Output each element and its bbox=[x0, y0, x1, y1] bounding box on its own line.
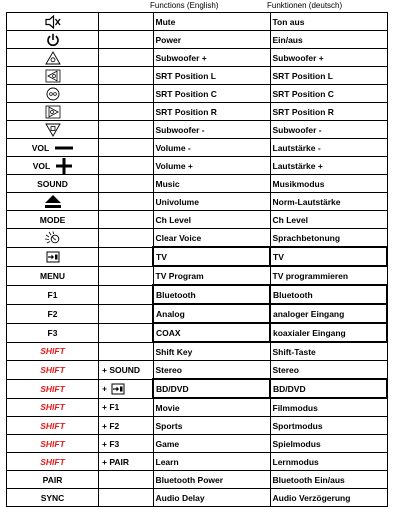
speaker-mute-icon bbox=[45, 15, 61, 29]
modifier-cell bbox=[99, 175, 154, 193]
key-label bbox=[40, 211, 66, 228]
key-label bbox=[45, 67, 61, 84]
key-label bbox=[48, 324, 58, 341]
key-cell bbox=[7, 157, 99, 175]
table-row bbox=[7, 157, 388, 175]
table-row bbox=[7, 67, 388, 85]
function-english: COAX bbox=[153, 323, 270, 342]
function-english: Univolume bbox=[153, 193, 270, 211]
function-german: Sportmodus bbox=[270, 417, 387, 435]
modifier-cell bbox=[99, 13, 154, 31]
key-text: F1 bbox=[47, 289, 58, 300]
key-label bbox=[44, 229, 62, 246]
key-label bbox=[45, 121, 61, 138]
function-german: Subwoofer + bbox=[270, 49, 387, 67]
function-english: Stereo bbox=[153, 361, 270, 380]
table-row bbox=[7, 379, 388, 398]
modifier-cell bbox=[99, 453, 154, 471]
clear-voice-icon bbox=[44, 231, 62, 245]
key-label bbox=[40, 343, 65, 360]
function-german: Ch Level bbox=[270, 211, 387, 229]
function-english: SRT Position L bbox=[153, 67, 270, 85]
key-label bbox=[46, 248, 60, 265]
key-cell bbox=[7, 489, 99, 507]
function-german: TV programmieren bbox=[270, 266, 387, 285]
modifier-cell bbox=[99, 85, 154, 103]
function-english: Shift Key bbox=[153, 342, 270, 361]
key-cell bbox=[7, 285, 99, 304]
key-text: SHIFT bbox=[40, 383, 65, 394]
key-cell bbox=[7, 361, 99, 380]
function-english: Movie bbox=[153, 398, 270, 417]
function-german: SRT Position L bbox=[270, 67, 387, 85]
key-label bbox=[40, 435, 65, 452]
key-label bbox=[32, 139, 73, 156]
circle-dots-icon bbox=[45, 87, 61, 101]
key-label bbox=[40, 380, 65, 397]
modifier-cell bbox=[99, 379, 154, 398]
table-row bbox=[7, 453, 388, 471]
modifier-cell bbox=[99, 342, 154, 361]
table-row bbox=[7, 285, 388, 304]
key-cell bbox=[7, 85, 99, 103]
table-row bbox=[7, 139, 388, 157]
table-row bbox=[7, 211, 388, 229]
key-text: SHIFT bbox=[40, 364, 65, 375]
function-german: Audio Verzögerung bbox=[270, 489, 387, 507]
table-row bbox=[7, 361, 388, 380]
key-label bbox=[46, 31, 60, 48]
key-label bbox=[41, 489, 65, 506]
modifier-text: + SOUND bbox=[102, 364, 141, 375]
modifier-cell bbox=[99, 304, 154, 323]
input-icon bbox=[111, 383, 125, 395]
function-german: Filmmodus bbox=[270, 398, 387, 417]
key-cell bbox=[7, 453, 99, 471]
modifier-text: + F3 bbox=[102, 438, 120, 449]
key-label bbox=[40, 267, 65, 284]
function-english: Bluetooth Power bbox=[153, 471, 270, 489]
table-row bbox=[7, 489, 388, 507]
key-text: SHIFT bbox=[40, 438, 65, 449]
modifier-cell bbox=[99, 211, 154, 229]
function-german: Sprachbetonung bbox=[270, 229, 387, 248]
function-german: Subwoofer - bbox=[270, 121, 387, 139]
modifier-cell bbox=[99, 247, 154, 266]
key-cell bbox=[7, 398, 99, 417]
key-text: F3 bbox=[47, 327, 58, 338]
key-cell bbox=[7, 435, 99, 453]
modifier-cell bbox=[99, 489, 154, 507]
key-cell bbox=[7, 379, 99, 398]
function-english: Volume - bbox=[153, 139, 270, 157]
modifier-cell bbox=[99, 435, 154, 453]
modifier-cell bbox=[99, 361, 154, 380]
function-german: BD/DVD bbox=[270, 379, 387, 398]
key-cell bbox=[7, 342, 99, 361]
function-german: SRT Position C bbox=[270, 85, 387, 103]
function-german: Musikmodus bbox=[270, 175, 387, 193]
modifier-text: + bbox=[102, 382, 107, 393]
function-english: SRT Position R bbox=[153, 103, 270, 121]
triangle-down-square-icon bbox=[45, 123, 61, 137]
key-text: MODE bbox=[39, 214, 66, 225]
modifier-cell bbox=[99, 417, 154, 435]
triangle-left-dot-icon bbox=[45, 69, 61, 83]
table-row bbox=[7, 49, 388, 67]
modifier-text: + PAIR bbox=[102, 456, 130, 467]
key-text: SHIFT bbox=[40, 420, 65, 431]
table-row bbox=[7, 31, 388, 49]
function-german: koaxialer Eingang bbox=[270, 323, 387, 342]
key-label bbox=[40, 417, 65, 434]
function-english: Sports bbox=[153, 417, 270, 435]
table-row bbox=[7, 323, 388, 342]
key-text: MENU bbox=[39, 270, 66, 281]
function-english: Subwoofer - bbox=[153, 121, 270, 139]
table-row bbox=[7, 85, 388, 103]
table-row bbox=[7, 13, 388, 31]
function-german: Lautstärke - bbox=[270, 139, 387, 157]
function-german: Ton aus bbox=[270, 13, 387, 31]
table-row bbox=[7, 435, 388, 453]
input-icon bbox=[46, 251, 60, 263]
modifier-cell bbox=[99, 139, 154, 157]
modifier-cell bbox=[99, 49, 154, 67]
table-row bbox=[7, 417, 388, 435]
modifier-cell bbox=[99, 323, 154, 342]
minus-icon bbox=[55, 144, 73, 152]
function-english: Volume + bbox=[153, 157, 270, 175]
key-cell bbox=[7, 211, 99, 229]
key-label bbox=[45, 103, 61, 120]
function-german: SRT Position R bbox=[270, 103, 387, 121]
key-cell bbox=[7, 193, 99, 211]
function-german: Spielmodus bbox=[270, 435, 387, 453]
key-text: SYNC bbox=[40, 492, 65, 503]
modifier-cell bbox=[99, 285, 154, 304]
function-english: TV Program bbox=[153, 266, 270, 285]
table-row bbox=[7, 247, 388, 266]
function-german: Lautstärke + bbox=[270, 157, 387, 175]
function-english: Analog bbox=[153, 304, 270, 323]
modifier-cell bbox=[99, 266, 154, 285]
key-label bbox=[40, 361, 65, 378]
table-row bbox=[7, 304, 388, 323]
function-english: Audio Delay bbox=[153, 489, 270, 507]
key-cell bbox=[7, 247, 99, 266]
header-german: Funktionen (deutsch) bbox=[267, 1, 343, 10]
key-cell bbox=[7, 139, 99, 157]
function-german: TV bbox=[270, 247, 387, 266]
key-cell bbox=[7, 121, 99, 139]
function-english: Clear Voice bbox=[153, 229, 270, 248]
function-german: Shift-Taste bbox=[270, 342, 387, 361]
function-english: BD/DVD bbox=[153, 379, 270, 398]
table-row bbox=[7, 193, 388, 211]
table-row bbox=[7, 342, 388, 361]
function-table bbox=[6, 12, 388, 507]
function-german: Stereo bbox=[270, 361, 387, 380]
modifier-cell bbox=[99, 67, 154, 85]
key-text: VOL bbox=[31, 142, 50, 153]
function-english: Music bbox=[153, 175, 270, 193]
function-english: Learn bbox=[153, 453, 270, 471]
key-label bbox=[40, 453, 65, 470]
power-icon bbox=[46, 33, 60, 47]
key-cell bbox=[7, 103, 99, 121]
triangle-up-dot-icon bbox=[45, 51, 61, 65]
modifier-cell bbox=[99, 121, 154, 139]
table-row bbox=[7, 175, 388, 193]
function-english: Bluetooth bbox=[153, 285, 270, 304]
modifier-cell bbox=[99, 229, 154, 248]
function-english: Subwoofer + bbox=[153, 49, 270, 67]
modifier-text: + F2 bbox=[102, 420, 120, 431]
key-cell bbox=[7, 49, 99, 67]
key-text: SHIFT bbox=[40, 456, 65, 467]
key-cell bbox=[7, 67, 99, 85]
function-german: Lernmodus bbox=[270, 453, 387, 471]
function-english: Game bbox=[153, 435, 270, 453]
key-cell bbox=[7, 31, 99, 49]
key-label bbox=[43, 471, 63, 488]
header-english: Functions (English) bbox=[150, 1, 219, 10]
key-label bbox=[45, 85, 61, 102]
function-german: Norm-Lautstärke bbox=[270, 193, 387, 211]
table-row bbox=[7, 121, 388, 139]
key-cell bbox=[7, 304, 99, 323]
eject-icon bbox=[45, 195, 61, 208]
function-german: Bluetooth Ein/aus bbox=[270, 471, 387, 489]
function-english: TV bbox=[153, 247, 270, 266]
table-row bbox=[7, 471, 388, 489]
key-cell bbox=[7, 13, 99, 31]
key-cell bbox=[7, 229, 99, 248]
function-german: Bluetooth bbox=[270, 285, 387, 304]
key-cell bbox=[7, 471, 99, 489]
table-row bbox=[7, 229, 388, 248]
key-label bbox=[33, 157, 72, 174]
function-english: Mute bbox=[153, 13, 270, 31]
key-label bbox=[45, 193, 61, 210]
key-text: PAIR bbox=[42, 474, 63, 485]
key-cell bbox=[7, 417, 99, 435]
key-cell bbox=[7, 323, 99, 342]
modifier-cell bbox=[99, 398, 154, 417]
table-row bbox=[7, 266, 388, 285]
modifier-cell bbox=[99, 31, 154, 49]
key-cell bbox=[7, 175, 99, 193]
function-english: SRT Position C bbox=[153, 85, 270, 103]
modifier-cell bbox=[99, 193, 154, 211]
modifier-cell bbox=[99, 471, 154, 489]
function-german: analoger Eingang bbox=[270, 304, 387, 323]
key-cell bbox=[7, 266, 99, 285]
key-label bbox=[40, 399, 65, 416]
key-text: VOL bbox=[32, 160, 51, 171]
key-label bbox=[37, 175, 68, 192]
key-label bbox=[45, 49, 61, 66]
key-text: SOUND bbox=[37, 178, 68, 189]
key-text: F2 bbox=[47, 308, 58, 319]
key-label bbox=[45, 13, 61, 30]
modifier-cell bbox=[99, 103, 154, 121]
modifier-text: + F1 bbox=[102, 402, 120, 413]
key-label bbox=[48, 286, 58, 303]
key-text: SHIFT bbox=[40, 346, 65, 357]
key-text: SHIFT bbox=[40, 402, 65, 413]
triangle-right-dot-icon bbox=[45, 105, 61, 119]
plus-icon bbox=[56, 158, 72, 174]
function-german: Ein/aus bbox=[270, 31, 387, 49]
table-row bbox=[7, 103, 388, 121]
table-row bbox=[7, 398, 388, 417]
key-label bbox=[48, 305, 58, 322]
modifier-cell bbox=[99, 157, 154, 175]
function-english: Ch Level bbox=[153, 211, 270, 229]
function-english: Power bbox=[153, 31, 270, 49]
